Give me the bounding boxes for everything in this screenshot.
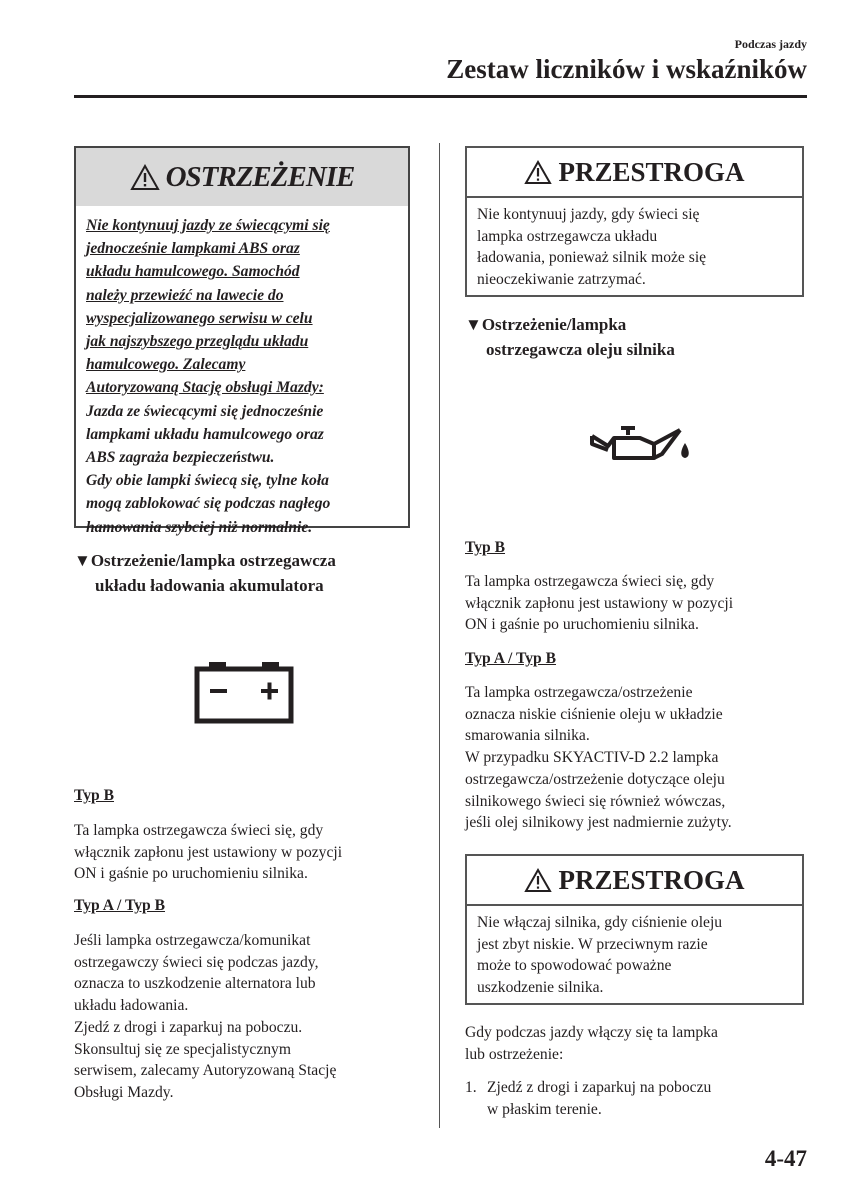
warning-line: Nie kontynuuj jazdy ze świecącymi się — [86, 217, 330, 234]
text-line: W przypadku SKYACTIV-D 2.2 lampka — [465, 749, 719, 767]
text-line: uszkodzenie silnika. — [477, 979, 604, 997]
right-para-2 — [465, 682, 810, 834]
type-ab-label: Typ A / Typ B — [74, 897, 166, 914]
caution-header — [467, 856, 802, 906]
caution-text — [467, 906, 802, 1005]
page-number: 4-47 — [764, 1146, 807, 1171]
section-label: Podczas jazdy — [734, 37, 807, 51]
caution-header — [467, 148, 802, 198]
text-line: lub ostrzeżenie: — [465, 1045, 564, 1063]
warning-line: układu hamulcowego. Samochód — [86, 263, 300, 281]
caution-box-charging — [465, 146, 804, 297]
text-line: włącznik zapłonu jest ustawiony w pozycji — [74, 843, 343, 861]
warning-text — [86, 214, 402, 539]
right-para-1 — [465, 571, 810, 636]
text-line: Gdy podczas jazdy włączy się ta lampka — [465, 1024, 718, 1041]
warning-box — [74, 146, 410, 536]
left-para-1 — [74, 820, 434, 885]
text-line: Nie włączaj silnika, gdy ciśnienie oleju — [477, 914, 723, 931]
column-divider — [439, 143, 440, 1128]
text-line: ostrzegawcza/ostrzeżenie dotyczące oleju — [465, 770, 725, 788]
text-line: oznacza to uszkodzenie alternatora lub — [74, 975, 316, 993]
text-line: oznacza niskie ciśnienie oleju w układzie — [465, 705, 723, 723]
closing-intro — [465, 1022, 810, 1065]
text-line: jeśli olej silnikowy jest nadmiernie zużyty. — [465, 814, 732, 832]
text-line: silnikowego świeci się również wówczas, — [465, 792, 726, 810]
text-line: ładowania, ponieważ silnik może się — [477, 249, 707, 267]
text-line: jest zbyt niskie. W przeciwnym razie — [477, 935, 708, 953]
text-line: ON i gaśnie po uruchomieniu silnika. — [465, 616, 699, 634]
text-line: Ta lampka ostrzegawcza świeci się, gdy — [465, 573, 715, 590]
text-line: Ta lampka ostrzegawcza świeci się, gdy — [74, 822, 324, 839]
warning-triangle-icon — [524, 160, 552, 185]
step-1 — [465, 1077, 810, 1120]
triangle-bullet-icon: ▼ — [465, 315, 482, 334]
text-line: może to spowodować poważne — [477, 957, 672, 975]
warning-line: mogą zablokować się podczas nagłego — [86, 495, 331, 513]
heading-line: układu ładowania akumulatora — [95, 576, 324, 595]
text-line: ostrzegawczy świeci się podczas jazdy, — [74, 953, 319, 971]
triangle-bullet-icon: ▼ — [74, 551, 91, 570]
warning-line: ABS zagraża bezpieczeństwu. — [86, 449, 275, 467]
warning-title: OSTRZEŻENIE — [165, 160, 355, 193]
warning-header — [76, 148, 408, 206]
heading-line: Ostrzeżenie/lampka — [481, 315, 627, 334]
text-line: włącznik zapłonu jest ustawiony w pozycji — [465, 594, 734, 612]
warning-triangle-icon — [130, 164, 160, 191]
header-rule — [74, 95, 807, 98]
step-number: 1. — [465, 1079, 477, 1096]
text-line: serwisem, zalecamy Autoryzowaną Stację — [74, 1062, 337, 1080]
battery-icon — [194, 660, 294, 724]
text-line: w płaskim terenie. — [487, 1100, 602, 1118]
heading-line: Ostrzeżenie/lampka ostrzegawcza — [90, 551, 336, 570]
left-para-2 — [74, 930, 434, 1104]
page-title: Zestaw liczników i wskaźników — [446, 54, 807, 84]
caution-title: PRZESTROGA — [558, 156, 745, 187]
warning-line: jak najszybszego przeglądu układu — [86, 333, 309, 351]
charging-heading — [74, 548, 424, 598]
text-line: Nie kontynuuj jazdy, gdy świeci się — [477, 206, 700, 223]
type-ab-label: Typ A / Typ B — [465, 650, 557, 667]
heading-line: ostrzegawcza oleju silnika — [486, 340, 675, 359]
text-line: ON i gaśnie po uruchomieniu silnika. — [74, 865, 308, 883]
warning-line: należy przewieźć na lawecie do — [86, 286, 284, 304]
text-line: Skonsultuj się ze specjalistycznym — [74, 1040, 291, 1058]
warning-line: Autoryzowaną Stację obsługi Mazdy: — [86, 379, 324, 397]
caution-text — [467, 198, 802, 297]
text-line: Zjedź z drogi i zaparkuj na poboczu. — [74, 1018, 303, 1036]
text-line: układu ładowania. — [74, 997, 189, 1015]
oil-can-icon — [588, 424, 694, 464]
warning-line: lampkami układu hamulcowego oraz — [86, 425, 324, 443]
text-line: lampka ostrzegawcza układu — [477, 227, 658, 245]
oil-heading — [465, 312, 805, 362]
warning-line: jednocześnie lampkami ABS oraz — [86, 240, 300, 258]
text-line: Zjedź z drogi i zaparkuj na poboczu — [487, 1079, 712, 1096]
type-b-label: Typ B — [465, 539, 506, 556]
caution-box-oil — [465, 854, 804, 1005]
warning-line: Jazda ze świecącymi się jednocześnie — [86, 402, 324, 420]
text-line: Obsługi Mazdy. — [74, 1083, 174, 1101]
text-line: Ta lampka ostrzegawcza/ostrzeżenie — [465, 684, 693, 701]
warning-line: Gdy obie lampki świecą się, tylne koła — [86, 472, 329, 490]
warning-triangle-icon — [524, 868, 552, 893]
warning-line: hamowania szybciej niż normalnie. — [86, 518, 313, 536]
type-b-label: Typ B — [74, 787, 115, 804]
warning-line: wyspecjalizowanego serwisu w celu — [86, 309, 313, 327]
text-line: nieoczekiwanie zatrzymać. — [477, 271, 646, 289]
text-line: Jeśli lampka ostrzegawcza/komunikat — [74, 932, 311, 949]
caution-title: PRZESTROGA — [558, 864, 745, 895]
text-line: smarowania silnika. — [465, 727, 590, 745]
warning-line: hamulcowego. Zalecamy — [86, 356, 246, 374]
